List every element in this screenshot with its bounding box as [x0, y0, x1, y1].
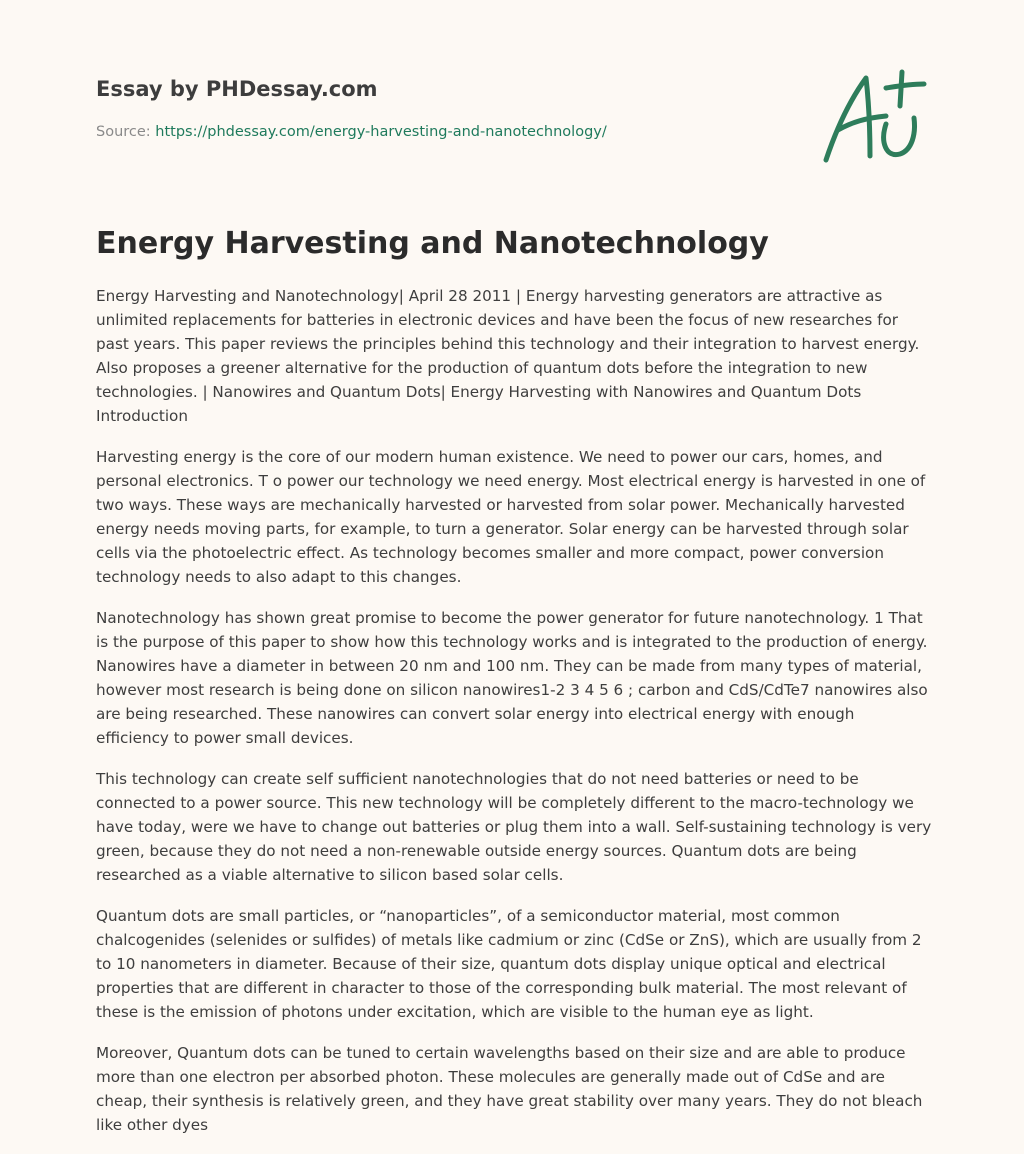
a-plus-logo-icon	[820, 64, 930, 168]
paragraph: Quantum dots are small particles, or “nanoparticles”, of a semiconductor material, most common chalcogenides (selenides or sulfides) of metals like cadmium or zinc (CdSe or ZnS), which are usually from 2 to 10 nanometers in diameter. Because of their size, quantum dots display unique optical and electrical properties that are different in character to those of the corresponding bulk material. The most relevant of these is the emission of photons under excitation, which are visible to the human eye as light.	[96, 907, 922, 1021]
paragraph: This technology can create self sufficient nanotechnologies that do not need batteries or need to be connected to a power source. This new technology will be completely different to the macro-technology we have today, were we have to change out batteries or plug them into a wall. Self-sustaining technology is very green, because they do not need a non-renewable outside energy sources. Quantum dots are being researched as a viable alternative to silicon based solar cells.	[96, 770, 932, 884]
source-line	[96, 124, 607, 140]
source-label: Source:	[96, 124, 151, 140]
brand-title: Essay by PHDessay.com	[96, 77, 378, 101]
page-header	[96, 0, 928, 230]
paragraph: Harvesting energy is the core of our modern human existence. We need to power our cars, homes, and personal electronics. T o power our technology we need energy. Most electrical energy is harvested in one of two ways. These ways are mechanically harvested or harvested from solar power. Mechanically harvested energy needs moving parts, for example, to turn a generator. Solar energy can be harvested through solar cells via the photoelectric effect. As technology becomes smaller and more compact, power conversion technology needs to also adapt to this changes.	[96, 448, 926, 586]
paragraph: Energy Harvesting and Nanotechnology| April 28 2011 | Energy harvesting generators are attractive as unlimited replacements for batteries in electronic devices and have been the focus of new researches for past years. This paper reviews the principles behind this technology and their integration to harvest energy. Also proposes a greener alternative for the production of quantum dots before the integration to new technologies. | Nanowires and Quantum Dots| Energy Harvesting with Nanowires and Quantum Dots Introduction	[96, 287, 920, 425]
article-title: Energy Harvesting and Nanotechnology	[96, 226, 769, 261]
paragraph: Nanotechnology has shown great promise to become the power generator for future nanotechnology. 1 That is the purpose of this paper to show how this technology works and is integrated to the production of energy. Nanowires have a diameter in between 20 nm and 100 nm. They can be made from many types of material, however most research is being done on silicon nanowires1-2 3 4 5 6 ; carbon and CdS/CdTe7 nanowires also are being researched. These nanowires can convert solar energy into electrical energy with enough efficiency to power small devices.	[96, 609, 928, 747]
article-body	[96, 284, 932, 1154]
paragraph: Moreover, Quantum dots can be tuned to certain wavelengths based on their size and are able to produce more than one electron per absorbed photon. These molecules are generally made out of CdSe and are cheap, their synthesis is relatively green, and they have great stability over many years. They do not bleach like other dyes	[96, 1044, 923, 1134]
source-link[interactable]: https://phdessay.com/energy-harvesting-and-nanotechnology/	[155, 124, 607, 140]
